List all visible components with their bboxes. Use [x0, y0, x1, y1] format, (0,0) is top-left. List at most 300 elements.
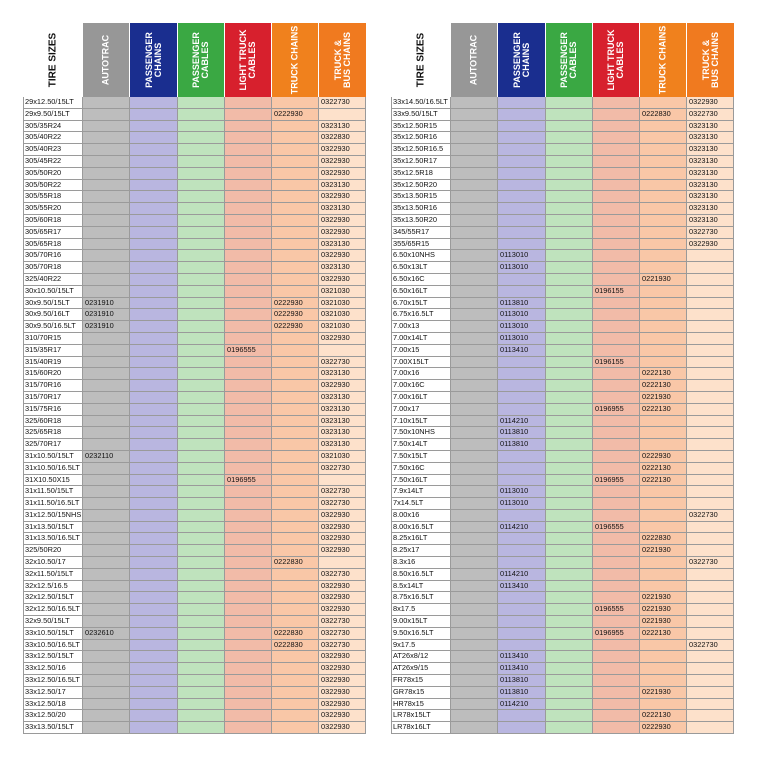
truck-chains-cell: 0222930	[272, 321, 319, 333]
autotrac-cell	[451, 699, 498, 711]
passenger-cables-cell	[178, 144, 225, 156]
light-truck-cables-cell	[225, 628, 272, 640]
passenger-cables-cell	[178, 309, 225, 321]
tire-size-cell: 7.10x15LT	[391, 416, 451, 428]
passenger-chains-cell	[498, 451, 546, 463]
truck-bus-chains-cell	[687, 250, 734, 262]
tire-size-cell: 31x11.50/15LT	[23, 486, 83, 498]
tire-size-cell: 305/50R22	[23, 180, 83, 192]
tire-size-cell: 310/70R15	[23, 333, 83, 345]
truck-chains-cell	[640, 298, 687, 310]
table-row	[23, 699, 366, 711]
header-truck-chains	[640, 23, 687, 97]
passenger-cables-cell	[546, 321, 593, 333]
tire-size-cell: 7.00x15	[391, 345, 451, 357]
tire-size-cell: 305/70R16	[23, 250, 83, 262]
truck-chains-cell	[272, 144, 319, 156]
passenger-chains-cell	[498, 628, 546, 640]
passenger-chains-cell	[498, 722, 546, 734]
passenger-cables-cell	[178, 262, 225, 274]
truck-bus-chains-cell: 0323130	[319, 121, 366, 133]
truck-bus-chains-cell	[687, 722, 734, 734]
passenger-cables-cell	[178, 321, 225, 333]
tire-size-cell: 32x10.50/17	[23, 557, 83, 569]
table-row	[391, 180, 734, 192]
passenger-cables-cell	[546, 604, 593, 616]
truck-chains-cell	[640, 250, 687, 262]
light-truck-cables-cell	[225, 191, 272, 203]
truck-bus-chains-cell: 0322930	[687, 97, 734, 109]
table-row	[23, 321, 366, 333]
truck-chains-cell: 0222930	[640, 722, 687, 734]
passenger-chains-cell	[498, 357, 546, 369]
tire-size-cell: 305/70R18	[23, 262, 83, 274]
passenger-cables-cell	[546, 250, 593, 262]
truck-bus-chains-cell: 0323130	[319, 439, 366, 451]
tire-size-cell: 33x12.50/18	[23, 699, 83, 711]
truck-bus-chains-cell: 0322930	[319, 227, 366, 239]
table-row	[391, 309, 734, 321]
header-truck-bus-chains-label: TRUCK & BUS CHAINS	[332, 31, 352, 89]
passenger-chains-cell	[498, 592, 546, 604]
light-truck-cables-cell	[593, 616, 640, 628]
passenger-chains-cell	[130, 345, 178, 357]
light-truck-cables-cell	[593, 498, 640, 510]
tire-size-cell: 305/50R20	[23, 168, 83, 180]
autotrac-cell	[451, 203, 498, 215]
autotrac-cell	[451, 486, 498, 498]
passenger-chains-cell: 0113810	[498, 427, 546, 439]
tire-size-cell: 315/70R17	[23, 392, 83, 404]
truck-chains-cell	[272, 581, 319, 593]
truck-chains-cell	[640, 309, 687, 321]
passenger-chains-cell	[130, 309, 178, 321]
passenger-cables-cell	[178, 640, 225, 652]
light-truck-cables-cell: 0196155	[593, 286, 640, 298]
passenger-chains-cell	[130, 439, 178, 451]
autotrac-cell	[451, 616, 498, 628]
truck-chains-cell	[272, 510, 319, 522]
header-tire-sizes-label: TIRE SIZES	[47, 32, 58, 88]
passenger-cables-cell	[546, 286, 593, 298]
truck-chains-cell: 0222830	[272, 628, 319, 640]
table-row	[391, 121, 734, 133]
light-truck-cables-cell	[593, 321, 640, 333]
table-row	[23, 156, 366, 168]
autotrac-cell	[83, 180, 130, 192]
table-row	[391, 144, 734, 156]
autotrac-cell	[83, 156, 130, 168]
table-row	[23, 439, 366, 451]
light-truck-cables-cell	[593, 486, 640, 498]
passenger-chains-cell	[130, 321, 178, 333]
tire-size-cell: 35x12.50R17	[391, 156, 451, 168]
autotrac-cell	[83, 592, 130, 604]
table-row	[391, 203, 734, 215]
passenger-cables-cell	[546, 109, 593, 121]
autotrac-cell	[451, 687, 498, 699]
autotrac-cell	[83, 722, 130, 734]
autotrac-cell	[451, 628, 498, 640]
passenger-chains-cell	[498, 510, 546, 522]
passenger-cables-cell	[546, 640, 593, 652]
autotrac-cell	[83, 699, 130, 711]
tire-size-cell: 8.75x16.5LT	[391, 592, 451, 604]
tire-size-cell: 33x12.50/20	[23, 710, 83, 722]
truck-chains-cell	[272, 475, 319, 487]
autotrac-cell	[83, 191, 130, 203]
autotrac-cell	[83, 463, 130, 475]
passenger-cables-cell	[178, 722, 225, 734]
light-truck-cables-cell	[593, 132, 640, 144]
passenger-chains-cell	[498, 368, 546, 380]
truck-chains-cell	[640, 675, 687, 687]
passenger-chains-cell: 0113010	[498, 333, 546, 345]
truck-bus-chains-cell: 0323130	[319, 180, 366, 192]
table-row	[391, 380, 734, 392]
truck-bus-chains-cell: 0323130	[687, 132, 734, 144]
light-truck-cables-cell	[225, 569, 272, 581]
passenger-cables-cell	[178, 215, 225, 227]
light-truck-cables-cell	[593, 427, 640, 439]
autotrac-cell	[451, 168, 498, 180]
passenger-cables-cell	[178, 687, 225, 699]
passenger-chains-cell	[498, 463, 546, 475]
header-tire-sizes	[23, 23, 83, 97]
autotrac-cell	[451, 416, 498, 428]
tire-size-cell: 31x11.50/16.5LT	[23, 498, 83, 510]
truck-chains-cell	[272, 675, 319, 687]
light-truck-cables-cell	[593, 710, 640, 722]
light-truck-cables-cell	[593, 156, 640, 168]
table-row	[391, 298, 734, 310]
truck-bus-chains-cell	[319, 557, 366, 569]
truck-bus-chains-cell: 0322930	[319, 699, 366, 711]
light-truck-cables-cell	[225, 651, 272, 663]
table-row	[23, 239, 366, 251]
truck-bus-chains-cell	[687, 416, 734, 428]
truck-bus-chains-cell	[319, 475, 366, 487]
passenger-cables-cell	[546, 628, 593, 640]
tire-size-cell: 7.00x14LT	[391, 333, 451, 345]
table-row	[23, 191, 366, 203]
light-truck-cables-cell	[593, 392, 640, 404]
truck-bus-chains-cell: 0322730	[319, 569, 366, 581]
passenger-chains-cell	[498, 144, 546, 156]
passenger-chains-cell	[130, 357, 178, 369]
light-truck-cables-cell	[225, 168, 272, 180]
passenger-cables-cell	[178, 616, 225, 628]
table-row	[23, 616, 366, 628]
truck-chains-cell	[272, 545, 319, 557]
passenger-chains-cell	[130, 427, 178, 439]
passenger-chains-cell	[130, 628, 178, 640]
passenger-chains-cell	[130, 640, 178, 652]
truck-bus-chains-cell	[687, 710, 734, 722]
autotrac-cell	[451, 132, 498, 144]
tire-size-cell: 33x10.50/15LT	[23, 628, 83, 640]
table-row	[23, 628, 366, 640]
light-truck-cables-cell	[593, 144, 640, 156]
truck-chains-cell	[640, 156, 687, 168]
truck-bus-chains-cell: 0323130	[319, 368, 366, 380]
truck-bus-chains-cell: 0322930	[319, 722, 366, 734]
tire-size-cell: 30x9.50/15LT	[23, 298, 83, 310]
autotrac-cell	[451, 357, 498, 369]
autotrac-cell	[83, 368, 130, 380]
truck-chains-cell	[640, 486, 687, 498]
truck-bus-chains-cell: 0322930	[319, 144, 366, 156]
light-truck-cables-cell	[225, 604, 272, 616]
autotrac-cell	[451, 663, 498, 675]
passenger-cables-cell	[546, 510, 593, 522]
autotrac-cell	[451, 510, 498, 522]
truck-bus-chains-cell: 0321030	[319, 298, 366, 310]
truck-chains-cell	[640, 357, 687, 369]
table-row	[391, 286, 734, 298]
truck-chains-cell	[272, 274, 319, 286]
truck-chains-cell	[640, 439, 687, 451]
tire-size-cell: 30x9.50/16.5LT	[23, 321, 83, 333]
light-truck-cables-cell	[225, 121, 272, 133]
header-passenger-chains-label: PASSENGER CHAINS	[511, 32, 531, 88]
light-truck-cables-cell	[593, 510, 640, 522]
truck-bus-chains-cell	[687, 357, 734, 369]
truck-chains-cell	[272, 357, 319, 369]
truck-chains-cell	[272, 156, 319, 168]
table-row	[23, 416, 366, 428]
truck-bus-chains-cell	[687, 522, 734, 534]
autotrac-cell	[83, 239, 130, 251]
light-truck-cables-cell	[225, 463, 272, 475]
autotrac-cell	[83, 640, 130, 652]
autotrac-cell	[451, 569, 498, 581]
table-row	[391, 651, 734, 663]
tire-size-cell: 31x13.50/16.5LT	[23, 533, 83, 545]
passenger-cables-cell	[178, 380, 225, 392]
truck-chains-cell: 0222130	[640, 380, 687, 392]
passenger-chains-cell	[498, 710, 546, 722]
table-row	[391, 569, 734, 581]
tire-size-cell: 35x12.50R20	[391, 180, 451, 192]
table-row	[391, 592, 734, 604]
truck-bus-chains-cell	[687, 498, 734, 510]
passenger-cables-cell	[546, 274, 593, 286]
passenger-cables-cell	[546, 581, 593, 593]
tire-size-cell: 7.50x15LT	[391, 451, 451, 463]
truck-chains-cell	[640, 321, 687, 333]
autotrac-cell	[83, 533, 130, 545]
table-row	[23, 333, 366, 345]
light-truck-cables-cell	[225, 298, 272, 310]
autotrac-cell	[451, 533, 498, 545]
light-truck-cables-cell	[225, 416, 272, 428]
truck-chains-cell	[272, 333, 319, 345]
truck-chains-cell	[272, 604, 319, 616]
truck-bus-chains-cell: 0322930	[319, 168, 366, 180]
header-truck-bus-chains	[319, 23, 366, 97]
passenger-cables-cell	[546, 132, 593, 144]
tire-size-cell: 33x13.50/15LT	[23, 722, 83, 734]
passenger-chains-cell	[498, 203, 546, 215]
tire-size-cell: 315/75R16	[23, 404, 83, 416]
table-row	[391, 368, 734, 380]
truck-bus-chains-cell: 0323130	[319, 416, 366, 428]
truck-chains-cell	[272, 227, 319, 239]
autotrac-cell	[83, 168, 130, 180]
passenger-chains-cell	[130, 687, 178, 699]
passenger-chains-cell: 0113010	[498, 309, 546, 321]
tire-size-cell: 315/70R16	[23, 380, 83, 392]
truck-chains-cell	[272, 97, 319, 109]
truck-bus-chains-cell: 0322730	[319, 628, 366, 640]
light-truck-cables-cell	[225, 687, 272, 699]
light-truck-cables-cell	[225, 533, 272, 545]
truck-chains-cell	[640, 581, 687, 593]
truck-bus-chains-cell	[687, 486, 734, 498]
truck-bus-chains-cell	[687, 262, 734, 274]
tire-size-cell: 35x13.50R15	[391, 191, 451, 203]
passenger-cables-cell	[546, 616, 593, 628]
truck-bus-chains-cell: 0321030	[319, 286, 366, 298]
passenger-chains-cell	[498, 121, 546, 133]
light-truck-cables-cell: 0196955	[225, 475, 272, 487]
tire-size-cell: 8.50x16.5LT	[391, 569, 451, 581]
autotrac-cell	[451, 404, 498, 416]
tire-size-cell: 7.00x17	[391, 404, 451, 416]
autotrac-cell	[451, 451, 498, 463]
autotrac-cell	[451, 345, 498, 357]
passenger-cables-cell	[546, 699, 593, 711]
passenger-chains-cell: 0113010	[498, 250, 546, 262]
light-truck-cables-cell	[225, 309, 272, 321]
truck-chains-cell	[272, 239, 319, 251]
passenger-chains-cell	[130, 557, 178, 569]
tire-size-cell: 33x12.50/17	[23, 687, 83, 699]
truck-bus-chains-cell: 0322930	[319, 604, 366, 616]
passenger-chains-cell	[498, 227, 546, 239]
truck-chains-cell	[272, 616, 319, 628]
light-truck-cables-cell	[593, 274, 640, 286]
truck-bus-chains-cell: 0322930	[319, 651, 366, 663]
passenger-cables-cell	[178, 463, 225, 475]
tire-size-cell: 305/40R22	[23, 132, 83, 144]
passenger-chains-cell	[130, 121, 178, 133]
truck-bus-chains-cell: 0323130	[687, 168, 734, 180]
passenger-cables-cell	[546, 168, 593, 180]
autotrac-cell	[451, 250, 498, 262]
truck-chains-cell	[640, 663, 687, 675]
truck-chains-cell: 0221930	[640, 545, 687, 557]
tire-size-cell: 325/40R22	[23, 274, 83, 286]
header-light-truck-cables	[593, 23, 640, 97]
tire-size-cell: 31x12.50/15NHS	[23, 510, 83, 522]
truck-chains-cell	[272, 416, 319, 428]
passenger-chains-cell: 0114210	[498, 569, 546, 581]
passenger-chains-cell	[130, 368, 178, 380]
truck-chains-cell: 0222830	[272, 640, 319, 652]
table-row	[391, 663, 734, 675]
light-truck-cables-cell	[225, 699, 272, 711]
passenger-cables-cell	[546, 156, 593, 168]
header-autotrac	[451, 23, 498, 97]
light-truck-cables-cell	[593, 451, 640, 463]
header-row	[23, 23, 366, 97]
truck-chains-cell	[640, 510, 687, 522]
table-row	[23, 97, 366, 109]
tire-size-cell: 35x13.50R20	[391, 215, 451, 227]
passenger-cables-cell	[546, 722, 593, 734]
table-row	[23, 510, 366, 522]
autotrac-cell	[83, 710, 130, 722]
truck-bus-chains-cell: 0322730	[687, 227, 734, 239]
passenger-cables-cell	[546, 675, 593, 687]
truck-chains-cell	[272, 463, 319, 475]
truck-chains-cell	[272, 699, 319, 711]
autotrac-cell	[451, 545, 498, 557]
passenger-cables-cell	[178, 486, 225, 498]
truck-chains-cell: 0222830	[640, 109, 687, 121]
table-row	[391, 604, 734, 616]
passenger-cables-cell	[546, 215, 593, 227]
table-row	[23, 569, 366, 581]
passenger-cables-cell	[178, 510, 225, 522]
autotrac-cell	[451, 475, 498, 487]
autotrac-cell	[451, 368, 498, 380]
light-truck-cables-cell	[593, 168, 640, 180]
autotrac-cell	[83, 416, 130, 428]
tire-size-cell: 305/35R24	[23, 121, 83, 133]
passenger-cables-cell	[546, 180, 593, 192]
truck-bus-chains-cell: 0322730	[319, 463, 366, 475]
truck-chains-cell: 0221930	[640, 592, 687, 604]
passenger-chains-cell: 0114210	[498, 699, 546, 711]
passenger-cables-cell	[546, 710, 593, 722]
passenger-chains-cell	[130, 274, 178, 286]
passenger-chains-cell	[130, 168, 178, 180]
table-row	[23, 545, 366, 557]
passenger-cables-cell	[546, 486, 593, 498]
tire-size-cell: 7.50x16LT	[391, 475, 451, 487]
passenger-cables-cell	[178, 239, 225, 251]
header-light-truck-cables	[225, 23, 272, 97]
header-row	[391, 23, 734, 97]
passenger-cables-cell	[178, 663, 225, 675]
passenger-chains-cell	[130, 380, 178, 392]
passenger-cables-cell	[546, 404, 593, 416]
light-truck-cables-cell	[593, 581, 640, 593]
passenger-cables-cell	[546, 416, 593, 428]
tire-size-cell: 33x12.50/16	[23, 663, 83, 675]
passenger-cables-cell	[178, 439, 225, 451]
table-row	[23, 592, 366, 604]
autotrac-cell	[451, 321, 498, 333]
passenger-chains-cell	[498, 557, 546, 569]
passenger-cables-cell	[178, 404, 225, 416]
table-row	[391, 533, 734, 545]
light-truck-cables-cell	[593, 121, 640, 133]
passenger-cables-cell	[178, 191, 225, 203]
tire-size-cell: 7.9x14LT	[391, 486, 451, 498]
passenger-chains-cell	[130, 533, 178, 545]
truck-bus-chains-cell: 0322930	[319, 191, 366, 203]
autotrac-cell	[83, 675, 130, 687]
tire-size-cell: 35x13.50R16	[391, 203, 451, 215]
truck-bus-chains-cell	[687, 545, 734, 557]
table-row	[391, 227, 734, 239]
tire-size-cell: HR78x15	[391, 699, 451, 711]
tire-size-cell: 7.00x16	[391, 368, 451, 380]
